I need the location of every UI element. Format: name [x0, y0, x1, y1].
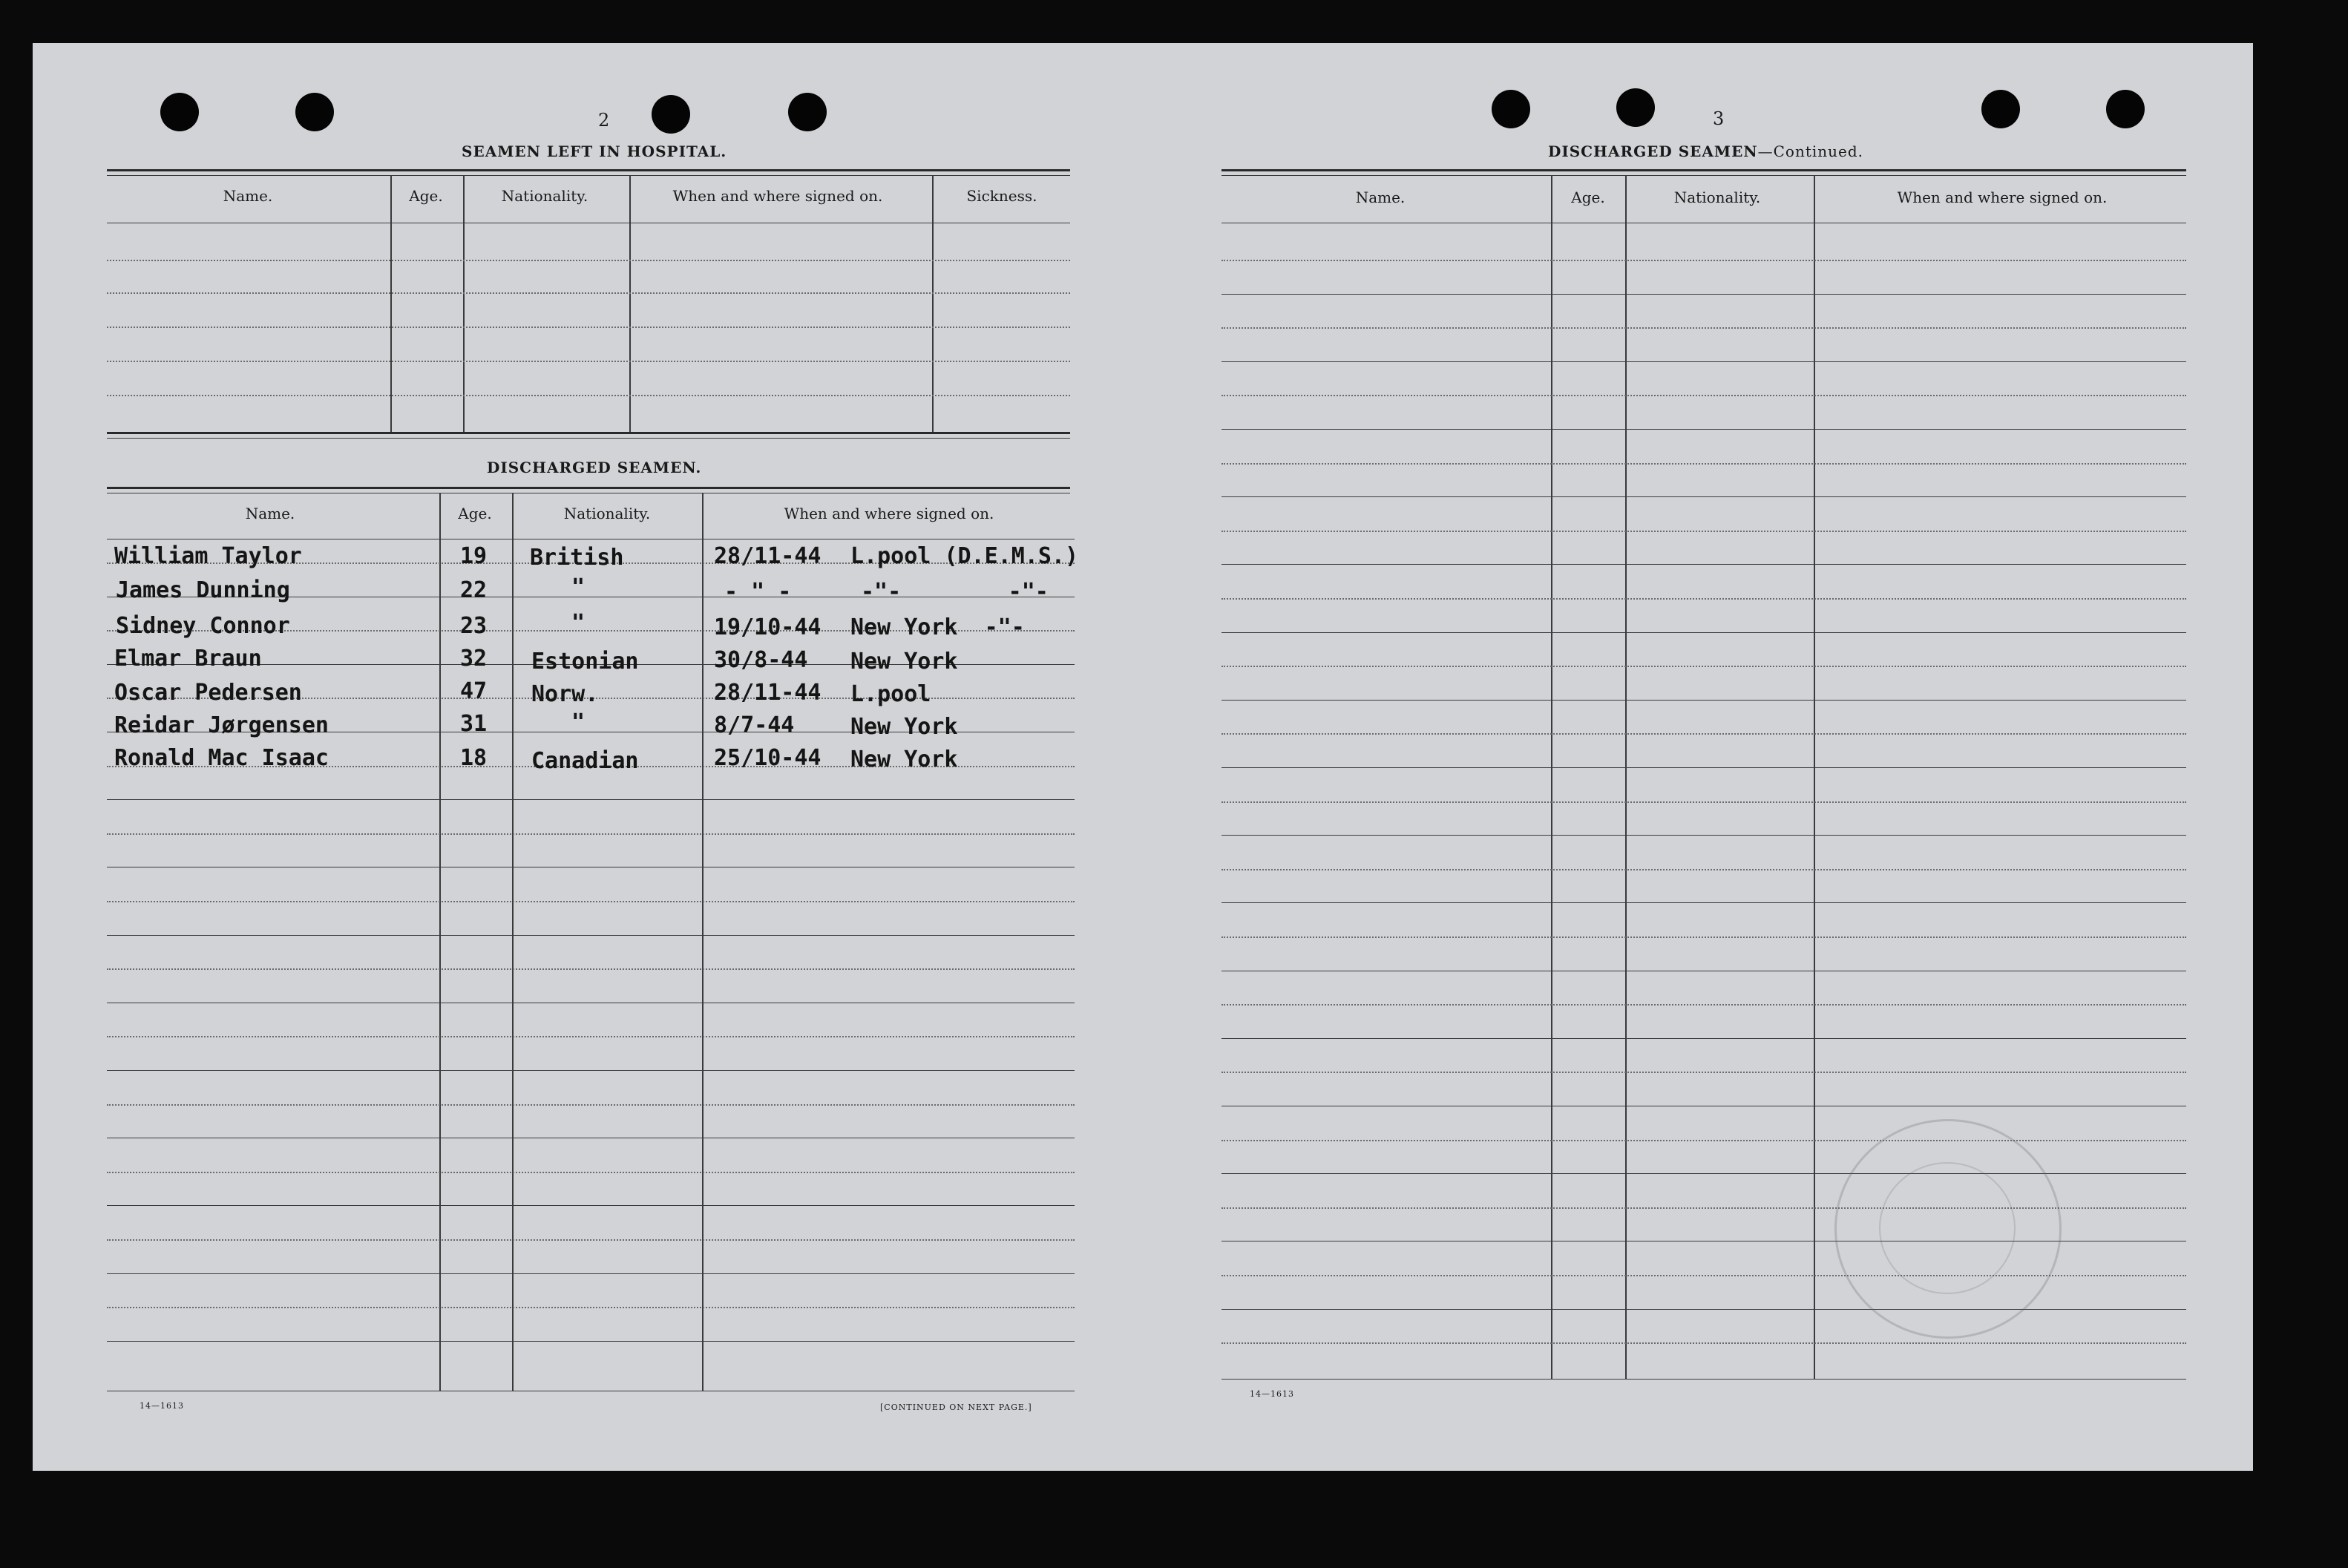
seaman-signed-date: 28/11-44 — [714, 543, 822, 569]
rule — [107, 169, 1070, 171]
seaman-name: James Dunning — [116, 577, 290, 603]
ruled-line — [1221, 902, 2186, 903]
seaman-signed-date: 19/10-44 — [714, 614, 822, 640]
rule — [107, 432, 1070, 434]
punch-hole — [652, 95, 690, 134]
rule — [107, 175, 1070, 176]
discharged-continued-title-text: DISCHARGED SEAMEN — [1548, 142, 1758, 160]
seaman-signed-place: New York -"- — [850, 614, 1025, 640]
ruled-line — [1221, 1004, 2186, 1006]
hospital-col-age: Age. — [409, 187, 443, 205]
punch-hole — [1981, 90, 2020, 128]
seaman-signed-date: - " - — [724, 579, 792, 605]
ruled-line — [1221, 429, 2186, 430]
ruled-line — [1221, 1038, 2186, 1039]
column-divider — [629, 175, 631, 432]
ruled-line — [107, 799, 1075, 800]
ruled-line — [1221, 1072, 2186, 1073]
seaman-signed-date: 30/8-44 — [714, 647, 808, 673]
column-divider — [512, 493, 514, 1391]
seaman-age: 22 — [460, 577, 488, 603]
ruled-line — [1221, 463, 2186, 465]
column-divider — [390, 175, 392, 432]
seaman-age: 23 — [460, 613, 488, 639]
seaman-age: 18 — [460, 745, 488, 771]
ruled-line — [1221, 936, 2186, 938]
ruled-line — [1221, 395, 2186, 396]
discharged-col-nationality: Nationality. — [563, 505, 651, 522]
ruled-line — [1221, 700, 2186, 701]
ruled-line — [1221, 801, 2186, 803]
seaman-age: 31 — [460, 711, 488, 737]
seaman-nationality: British — [530, 545, 624, 571]
row-line — [107, 327, 1070, 328]
rule — [1221, 1379, 2186, 1380]
continued-col-age: Age. — [1571, 188, 1605, 206]
ruled-line — [1221, 1342, 2186, 1344]
ruled-line — [1221, 294, 2186, 295]
seaman-nationality: Estonian — [531, 649, 639, 675]
ruled-line — [107, 1341, 1075, 1342]
continued-suffix: —Continued. — [1757, 142, 1864, 160]
ruled-line — [1221, 666, 2186, 667]
hospital-section-title: SEAMEN LEFT IN HOSPITAL. — [462, 142, 727, 160]
hospital-col-sickness: Sickness. — [966, 187, 1037, 205]
rule — [1221, 175, 2186, 176]
ruled-line — [1221, 869, 2186, 870]
form-number-left: 14—1613 — [140, 1401, 184, 1411]
ruled-line — [1221, 598, 2186, 600]
hospital-col-nationality: Nationality. — [501, 187, 588, 205]
discharged-col-name: Name. — [245, 505, 295, 522]
seaman-name: William Taylor — [114, 543, 302, 569]
row-line — [107, 361, 1070, 362]
seaman-name: Ronald Mac Isaac — [114, 745, 329, 771]
ruled-line — [107, 1070, 1075, 1071]
seaman-age: 19 — [460, 543, 488, 569]
seaman-signed-place: New York — [850, 714, 958, 740]
ruled-line — [107, 1104, 1075, 1106]
ruled-line — [1221, 496, 2186, 497]
seaman-signed-place: L.pool (D.E.M.S.) — [850, 543, 1079, 569]
continued-col-nationality: Nationality. — [1673, 188, 1761, 206]
ruled-line — [107, 1307, 1075, 1308]
seaman-nationality: " — [571, 709, 586, 735]
seaman-signed-place: New York — [850, 649, 958, 675]
ruled-line — [107, 833, 1075, 835]
ruled-line — [1221, 1309, 2186, 1310]
page-number-left: 2 — [598, 110, 610, 131]
column-divider — [1625, 175, 1627, 1379]
continued-note: [CONTINUED ON NEXT PAGE.] — [880, 1403, 1032, 1412]
discharged-col-age: Age. — [458, 505, 492, 522]
punch-hole — [788, 93, 827, 131]
seaman-nationality: Norw. — [531, 681, 599, 707]
rule — [107, 487, 1070, 489]
page-number-right: 3 — [1713, 108, 1725, 129]
seaman-name: Elmar Braun — [114, 646, 262, 672]
ruled-line — [1221, 260, 2186, 261]
discharged-section-title: DISCHARGED SEAMEN. — [487, 459, 702, 476]
ruled-line — [107, 1273, 1075, 1274]
ruled-line — [107, 968, 1075, 970]
seaman-signed-date: 8/7-44 — [714, 712, 795, 738]
seaman-nationality: " — [571, 610, 586, 636]
discharged-continued-title — [1548, 142, 1863, 160]
rule — [107, 438, 1070, 439]
hospital-col-name: Name. — [223, 187, 273, 205]
seaman-signed-place: L.pool — [850, 681, 931, 707]
ruled-line — [1221, 733, 2186, 735]
punch-hole — [160, 93, 199, 131]
ruled-line — [1221, 327, 2186, 329]
column-divider — [702, 493, 704, 1391]
ruled-line — [1221, 1140, 2186, 1141]
row-line — [107, 395, 1070, 396]
seaman-signed-date: 28/11-44 — [714, 680, 822, 706]
hospital-col-signed-on: When and where signed on. — [672, 187, 883, 205]
punch-hole — [1616, 88, 1655, 127]
ruled-line — [1221, 632, 2186, 633]
seaman-signed-date: 25/10-44 — [714, 745, 822, 771]
ruled-line — [107, 901, 1075, 902]
column-divider — [1814, 175, 1815, 1379]
column-divider — [439, 493, 441, 1391]
ruled-line — [1221, 531, 2186, 532]
seaman-name: Sidney Connor — [116, 613, 290, 639]
seaman-age: 47 — [460, 678, 488, 704]
official-stamp-inner-ring — [1879, 1162, 2016, 1294]
rule — [1221, 169, 2186, 171]
discharged-col-signed-on: When and where signed on. — [784, 505, 994, 522]
continued-col-signed-on: When and where signed on. — [1897, 188, 2108, 206]
row-line — [107, 260, 1070, 261]
punch-hole — [2106, 90, 2145, 128]
ruled-line — [1221, 835, 2186, 836]
seaman-name: Oscar Pedersen — [114, 680, 302, 706]
seaman-nationality: Canadian — [531, 748, 639, 774]
seaman-age: 32 — [460, 646, 488, 672]
ruled-line — [107, 1205, 1075, 1206]
seaman-signed-place: New York — [850, 747, 958, 772]
row-line — [107, 292, 1070, 294]
ruled-line — [107, 935, 1075, 936]
seaman-name: Reidar Jørgensen — [114, 712, 329, 738]
form-number-right: 14—1613 — [1250, 1389, 1294, 1399]
ruled-line — [107, 1036, 1075, 1037]
column-divider — [932, 175, 934, 432]
seaman-signed-place: -"- -"- — [861, 579, 1049, 605]
column-divider — [1551, 175, 1552, 1379]
ruled-line — [107, 1239, 1075, 1241]
ruled-line — [1221, 767, 2186, 768]
seaman-nationality: " — [571, 574, 586, 600]
ruled-line — [1221, 564, 2186, 565]
punch-hole — [1492, 90, 1530, 128]
ruled-line — [1221, 361, 2186, 362]
column-divider — [463, 175, 465, 432]
punch-hole — [295, 93, 334, 131]
ruled-line — [107, 1172, 1075, 1173]
continued-col-name: Name. — [1355, 188, 1406, 206]
